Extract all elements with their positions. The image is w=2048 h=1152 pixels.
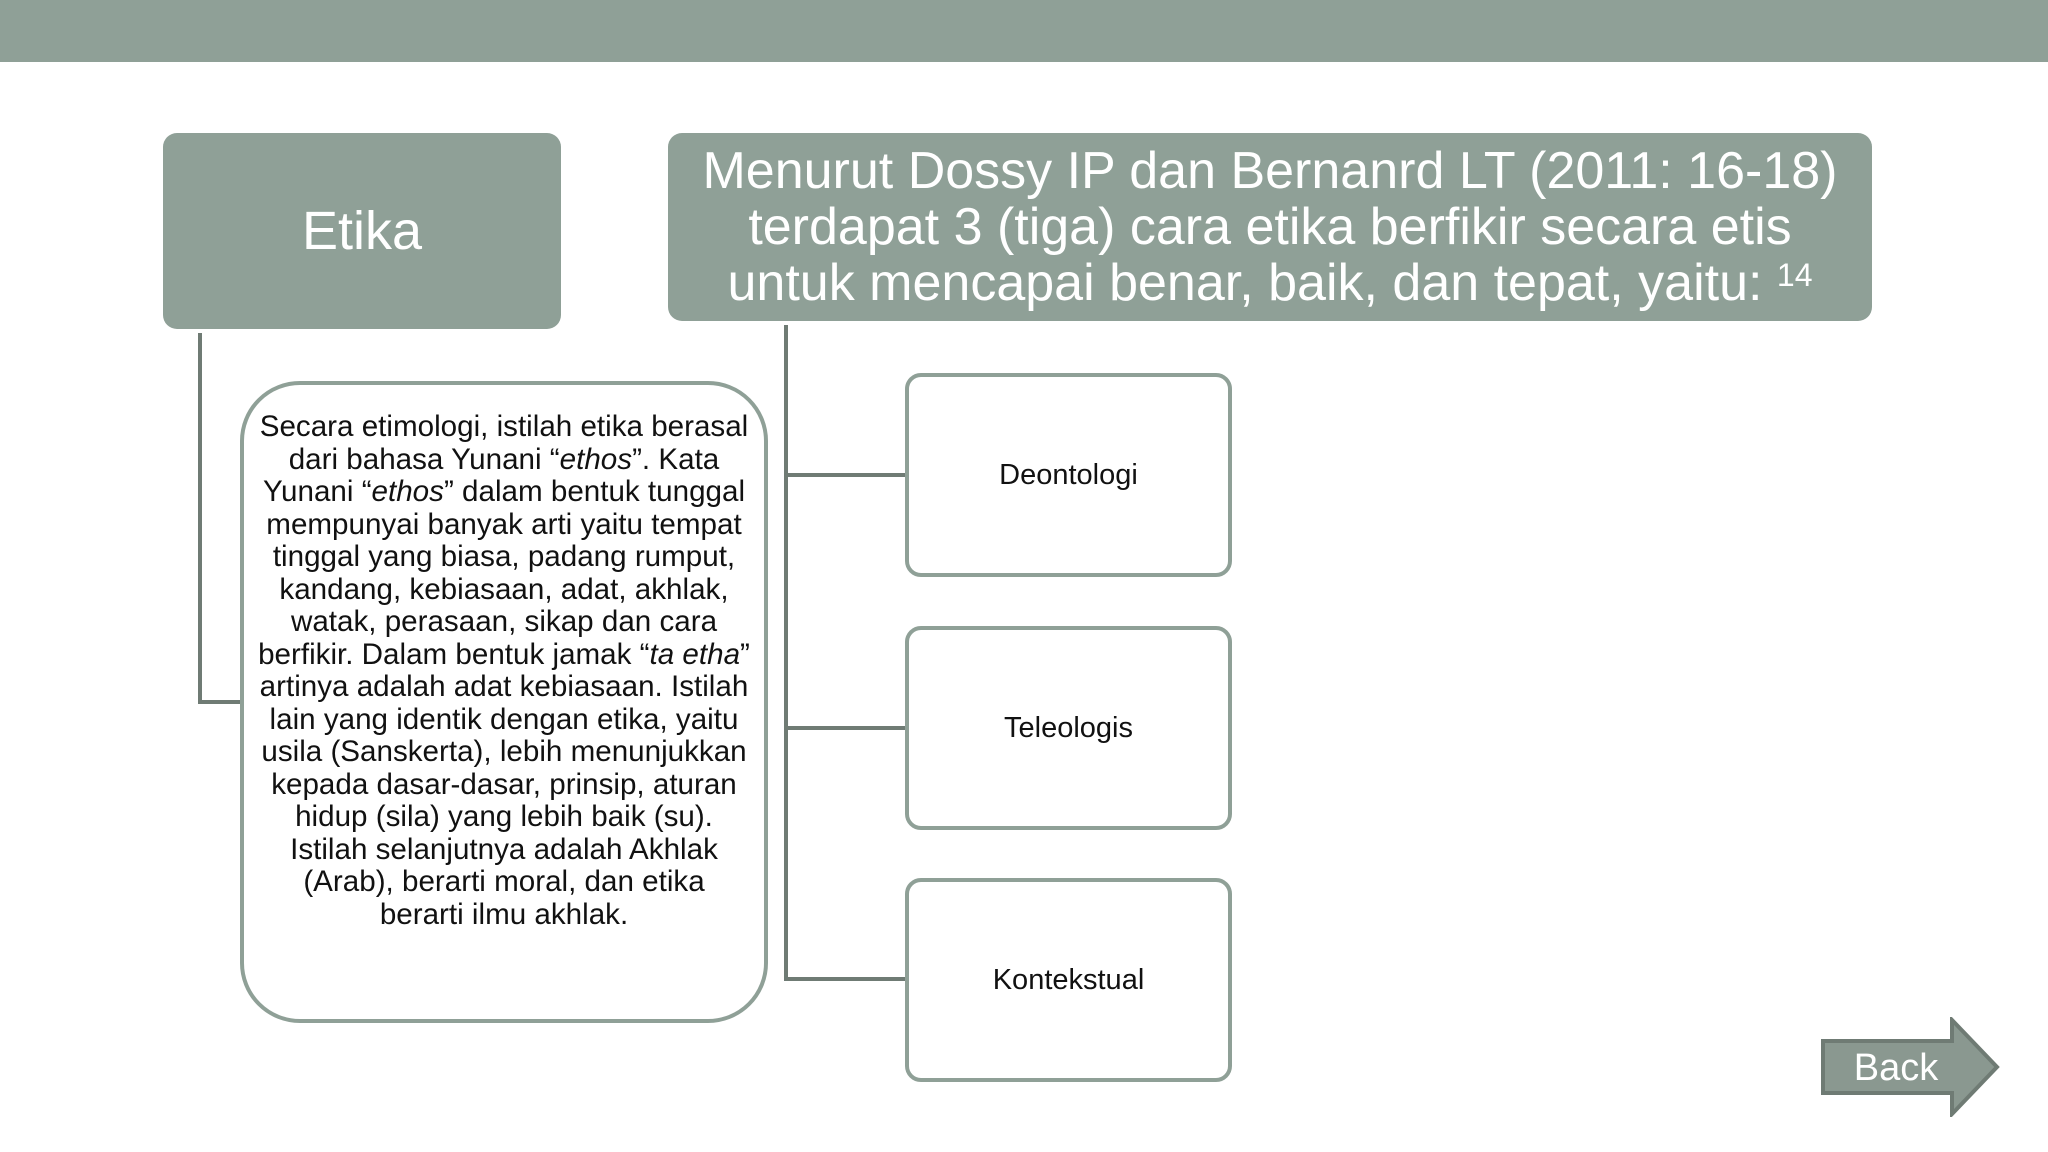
method-label-teleologis: Teleologis bbox=[1004, 711, 1133, 744]
definition-italic-ethos-1: ethos bbox=[559, 442, 633, 476]
definition-text-4: ” artinya adalah adat kebiasaan. Istilah lain yang identik dengan etika, yaitu usila (Sanskerta), lebih menunjukkan kepada dasar-dasar, prinsip, aturan hidup (sila) yang lebih baik (su). Istilah selanjutnya adalah Akhlak (Arab), berarti moral, dan etika berarti ilmu akhlak. bbox=[259, 637, 750, 931]
method-label-deontologi: Deontologi bbox=[999, 458, 1138, 491]
etika-connector bbox=[200, 333, 240, 702]
methods-title-text: Menurut Dossy IP dan Bernanrd LT (2011: 16-18) terdapat 3 (tiga) cara etika berfikir secara etis untuk mencapai benar, baik, dan tepat, yaitu: bbox=[702, 142, 1838, 312]
method-box-teleologis bbox=[905, 626, 1232, 830]
etika-title-box bbox=[163, 133, 561, 329]
method-label-kontekstual: Kontekstual bbox=[992, 963, 1145, 996]
back-button-label: Back bbox=[1853, 1047, 1939, 1089]
definition-text-3: ” dalam bentuk tunggal mempunyai banyak arti yaitu tempat tinggal yang biasa, padang rumput, kandang, kebiasaan, adat, akhlak, watak, perasaan, sikap dan cara berfikir. Dalam bentuk jamak “ bbox=[258, 475, 746, 671]
definition-text-1: Secara etimologi, istilah etika berasal dari bahasa Yunani “ bbox=[259, 410, 749, 476]
etika-title: Etika bbox=[301, 201, 423, 261]
back-button[interactable] bbox=[1820, 1017, 2000, 1117]
etymology-definition-box bbox=[240, 381, 768, 1023]
methods-title bbox=[682, 143, 1858, 311]
method-box-deontologi bbox=[905, 373, 1232, 577]
definition-italic-ethos-2: ethos bbox=[371, 475, 444, 508]
definition-text-2: ”. Kata Yunani “ bbox=[262, 442, 720, 508]
methods-title-box bbox=[668, 133, 1872, 321]
footnote-marker: 14 bbox=[1776, 257, 1813, 293]
method-box-kontekstual bbox=[905, 878, 1232, 1082]
definition-italic-ta-etha: ta etha bbox=[649, 637, 741, 671]
